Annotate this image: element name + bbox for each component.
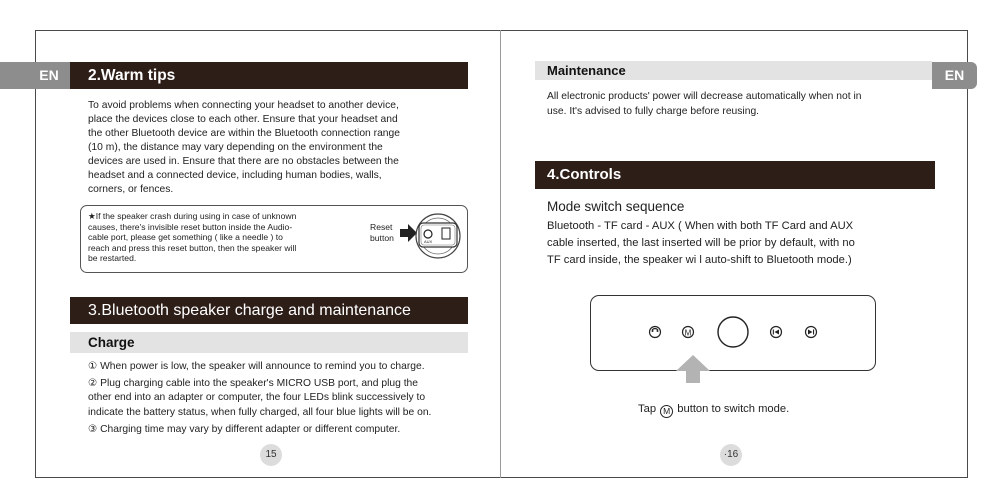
text-line: be restarted. [88,253,137,264]
aux-port-reset-illustration [398,211,464,261]
mode-caption-prefix: Tap [638,403,657,415]
page-fold-line [500,30,501,478]
text-line: cable port, please get something ( like a needle ) to [88,232,283,243]
text-line: TF card inside, the speaker wi l auto-shift to Bluetooth mode.) [547,254,852,266]
charge-section-heading: 3.Bluetooth speaker charge and maintenance [88,302,411,319]
controls-heading: 4.Controls [547,166,622,183]
pointer-arrow-icon [400,224,417,242]
aux-port-label: AUX [424,239,433,244]
reset-note-text [88,211,360,264]
mode-inline-letter: M [663,406,671,416]
text-line: ③ Charging time may vary by different adapter or different computer. [88,424,401,435]
text-line: ★If the speaker crash during using in case of unknown [88,211,297,221]
mode-switch-subheading: Mode switch sequence [547,199,685,214]
controls-heading-bar [535,161,935,189]
text-line: ① When power is low, the speaker will announce to remind you to charge. [88,361,425,372]
speaker-control-panel [590,295,876,371]
text-line: devices are used in. Ensure that there are no obstacles between the [88,156,399,167]
up-arrow-indicator-icon [676,355,710,383]
text-line: the other Bluetooth device are within the Bluetooth connection range [88,128,400,139]
maintenance-heading: Maintenance [547,63,626,78]
maintenance-heading-bar [535,61,932,80]
text-line: place the devices close to each other. Ensure that your headset and [88,114,398,125]
text-line: Bluetooth - TF card - AUX ( When with both TF Card and AUX [547,220,854,232]
charge-subheading: Charge [88,335,135,350]
text-line: (10 m), the distance may vary depending on the environment the [88,142,383,153]
text-line: corners, or fences. [88,184,174,195]
warm-tips-heading: 2.Warm tips [88,67,176,84]
text-line: cable inserted, the last inserted will be prior by default, with no [547,237,855,249]
left-edge-tab [0,62,28,89]
language-marker-right: EN [932,62,977,89]
page-number-left: 15 [260,444,282,466]
text-line: indicate the battery status, when fully charged, all four blue lights will be on. [88,407,432,418]
warm-tips-heading-bar [70,62,468,89]
text-line: other end into an adapter or computer, the four LEDs blink successively to [88,392,426,403]
text-line: use. It's advised to fully charge before reusing. [547,106,760,117]
text-line: All electronic products' power will decrease automatically when not in [547,91,862,102]
language-marker-left: EN [28,62,70,89]
reset-label-line: Reset [370,222,393,232]
reset-label-line: button [370,232,394,243]
charge-section-heading-bar [70,297,468,324]
text-line: ② Plug charging cable into the speaker's MICRO USB port, and plug the [88,378,419,389]
mode-button-letter: M [684,328,692,338]
text-line: To avoid problems when connecting your headset to another device, [88,100,399,111]
page-number-right: ·16 [720,444,742,466]
text-line: headset and a connected device, including human bodies, walls, [88,170,382,181]
mode-caption-suffix: button to switch mode. [677,403,790,415]
text-line: causes, there's invisible reset button inside the Audio- [88,221,293,232]
mode-inline-icon [660,405,673,418]
mode-caption [638,402,789,418]
text-line: reach and press this reset button, then the speaker will [88,242,297,253]
charge-subheading-bar [70,332,468,353]
